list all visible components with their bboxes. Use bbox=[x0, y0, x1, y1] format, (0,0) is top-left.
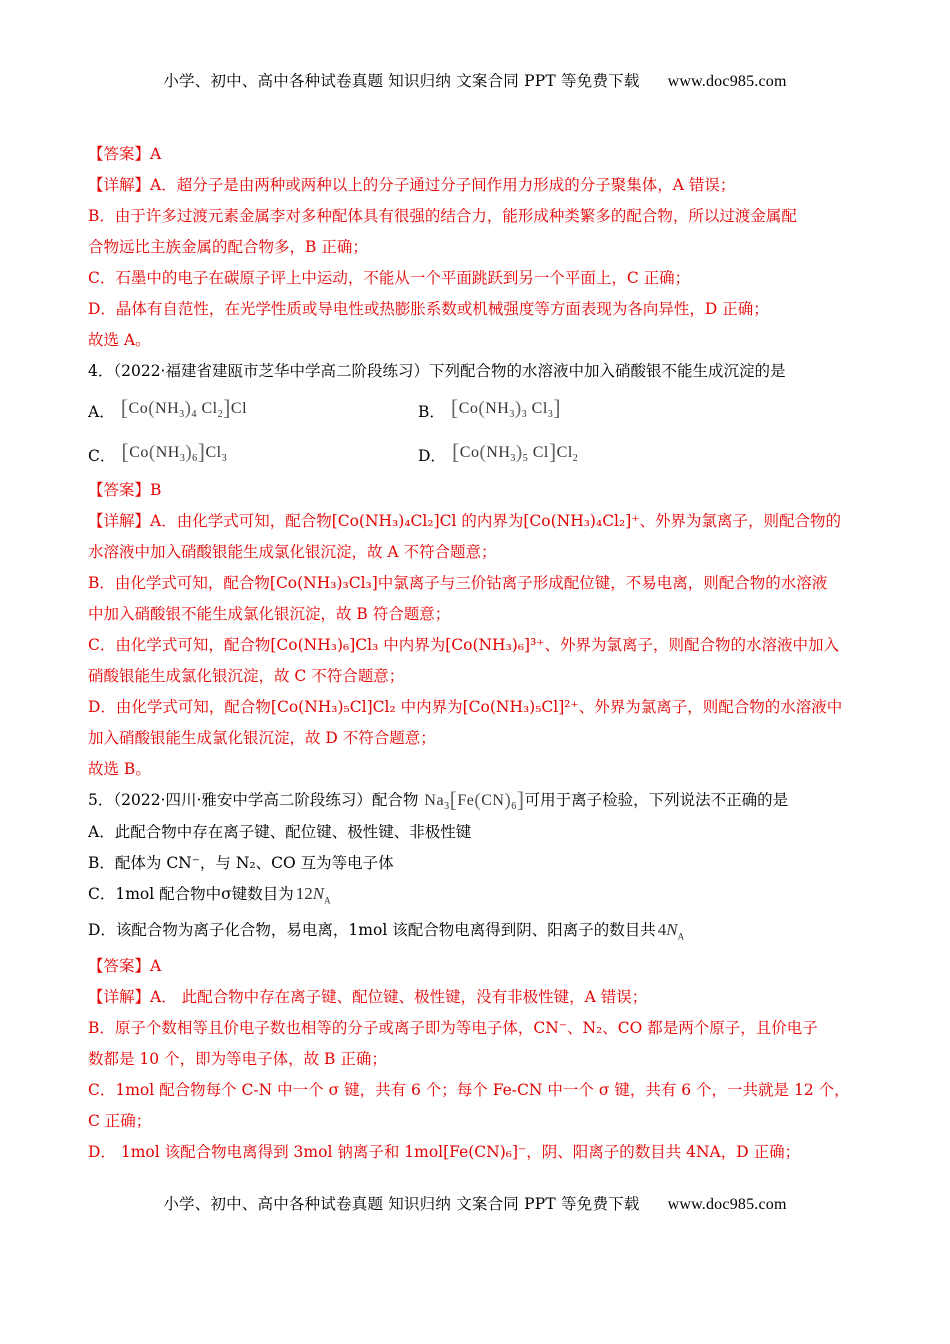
footer-url[interactable]: www.doc985.com bbox=[667, 1196, 787, 1213]
q5-option-b: B．配体为 CN⁻，与 N₂、CO 互为等电子体 bbox=[88, 854, 394, 872]
q4-answer: 【答案】B bbox=[88, 481, 162, 499]
q3-answer: 【答案】A bbox=[88, 145, 162, 163]
formula-image: $Na_3[Fe(CN)_6]$ bbox=[424, 787, 525, 813]
q4-explanation-line: 硝酸银能生成氯化银沉淀，故 C 不符合题意； bbox=[88, 667, 405, 685]
formula-image: $12N_A$ bbox=[295, 884, 331, 906]
q4-options-row bbox=[88, 390, 868, 434]
q5-option-c bbox=[88, 882, 868, 918]
footer-text: 小学、初中、高中各种试卷真题 知识归纳 文案合同 PPT 等免费下载 bbox=[163, 1195, 640, 1213]
q4-explanation-line: 故选 B。 bbox=[88, 760, 151, 778]
q4-option-a bbox=[88, 396, 418, 427]
q4-explanation-line: 加入硝酸银能生成氯化银沉淀，故 D 不符合题意； bbox=[88, 729, 436, 747]
option-label: D． bbox=[418, 447, 446, 465]
q3-explanation-line: B．由于许多过渡元素金属李对多种配体具有很强的结合力，能形成种类繁多的配合物，所以过渡金属配 bbox=[88, 207, 797, 225]
q3-explanation-line: 故选 A。 bbox=[88, 331, 151, 349]
q5-explanation-line: 数都是 10 个，即为等电子体，故 B 正确； bbox=[88, 1050, 387, 1068]
page-header bbox=[0, 69, 950, 91]
header-url[interactable]: www.doc985.com bbox=[667, 73, 787, 90]
q3-explanation-line: C．石墨中的电子在碳原子评上中运动，不能从一个平面跳跃到另一个平面上，C 正确； bbox=[88, 269, 691, 287]
q4-explanation-line: C．由化学式可知，配合物[Co(NH₃)₆]Cl₃ 中内界为[Co(NH₃)₆]³⁺、外界为氯离子，则配合物的水溶液中加入 bbox=[88, 636, 839, 654]
option-label: C． bbox=[88, 447, 116, 465]
q3-explanation-line: 合物远比主族金属的配合物多，B 正确； bbox=[88, 238, 368, 256]
q4-explanation-line: B．由化学式可知，配合物[Co(NH₃)₃Cl₃]中氯离子与三价钴离子形成配位键，不易电离，则配合物的水溶液 bbox=[88, 574, 828, 592]
q4-explanation-line: 【详解】A．由化学式可知，配合物[Co(NH₃)₄Cl₂]Cl 的内界为[Co(NH₃)₄Cl₂]⁺、外界为氯离子，则配合物的 bbox=[88, 512, 841, 530]
q4-option-b bbox=[418, 396, 561, 427]
q3-explanation-line: D．晶体有自范性，在光学性质或导电性或热膨胀系数或机械强度等方面表现为各向异性，D 正确； bbox=[88, 300, 769, 318]
q5-explanation-line: C．1mol 配合物每个 C-N 中一个 σ 键，共有 6 个；每个 Fe-CN 中一个 σ 键，共有 6 个，一共就是 12 个， bbox=[88, 1081, 850, 1099]
q5-explanation-line: B．原子个数相等且价电子数也相等的分子或离子即为等电子体，CN⁻、N₂、CO 都是两个原子，且价电子 bbox=[88, 1019, 818, 1037]
option-label: A． bbox=[88, 403, 115, 421]
formula-image: [$Co(NH_3)_5$ $Cl]Cl_2$ bbox=[451, 439, 579, 465]
q5-explanation-line: 【详解】A． 此配合物中存在离子键、配位键、极性键，没有非极性键，A 错误； bbox=[88, 988, 648, 1006]
q5-stem-text: 5．（2022·四川·雅安中学高二阶段练习）配合物 bbox=[88, 791, 419, 809]
q5-option-d bbox=[88, 918, 868, 954]
q5-answer: 【答案】A bbox=[88, 957, 162, 975]
page-footer bbox=[0, 1192, 950, 1214]
q4-option-c bbox=[88, 440, 418, 471]
formula-image: [$Co(NH_3)_3$ $Cl_3$] bbox=[450, 395, 562, 421]
option-label: B． bbox=[418, 403, 445, 421]
q5-option-c-text: C．1mol 配合物中σ键数目为 bbox=[88, 885, 294, 903]
header-text: 小学、初中、高中各种试卷真题 知识归纳 文案合同 PPT 等免费下载 bbox=[163, 72, 640, 90]
q5-option-a: A．此配合物中存在离子键、配位键、极性键、非极性键 bbox=[88, 823, 472, 841]
q5-explanation-line: D． 1mol 该配合物电离得到 3mol 钠离子和 1mol[Fe(CN)₆]⁻，阴、阳离子的数目共 4NA，D 正确； bbox=[88, 1143, 801, 1161]
q3-explanation-line: 【详解】A．超分子是由两种或两种以上的分子通过分子间作用力形成的分子聚集体，A 错误； bbox=[88, 176, 736, 194]
q5-explanation-line: C 正确； bbox=[88, 1112, 152, 1130]
formula-image: $4N_A$ bbox=[657, 920, 685, 942]
q4-explanation-line: 中加入硝酸银不能生成氯化银沉淀，故 B 符合题意； bbox=[88, 605, 451, 623]
q4-stem: 4．（2022·福建省建瓯市芝华中学高二阶段练习）下列配合物的水溶液中加入硝酸银不能生成沉淀的是 bbox=[88, 362, 786, 380]
q5-stem-text: 可用于离子检验，下列说法不正确的是 bbox=[524, 791, 789, 809]
q4-explanation-line: 水溶液中加入硝酸银能生成氯化银沉淀，故 A 不符合题意； bbox=[88, 543, 497, 561]
formula-image: [$Co(NH_3)_4$ $Cl_2]Cl$ bbox=[120, 395, 248, 421]
q4-options-row bbox=[88, 434, 868, 478]
formula-image: $[Co(NH_3)_6]Cl_3$ bbox=[121, 439, 228, 465]
q4-explanation-line: D．由化学式可知，配合物[Co(NH₃)₅Cl]Cl₂ 中内界为[Co(NH₃)₅Cl]²⁺、外界为氯离子，则配合物的水溶液中 bbox=[88, 698, 843, 716]
q5-option-d-text: D．该配合物为离子化合物，易电离，1mol 该配合物电离得到阴、阳离子的数目共 bbox=[88, 921, 656, 939]
q4-option-d bbox=[418, 440, 578, 471]
q5-stem bbox=[88, 788, 868, 820]
document-body bbox=[88, 142, 868, 1171]
